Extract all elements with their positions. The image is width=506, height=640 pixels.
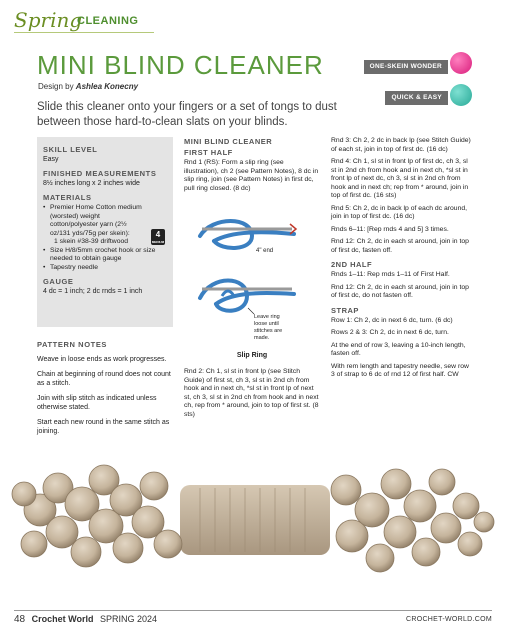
finishing: With rem length and tapestry needle, sew row 3 of strap to 6 dc of rnd 12 of first half. CW [331,362,469,378]
pattern-note: Join with slip stitch as indicated unless otherwise stated. [37,395,157,411]
round-4: Rnd 4: Ch 1, sl st in front lp of first dc, ch 3, sl st in 2nd ch from hook and in next ch, *sl st in front lp of next dc, ch 3, sl st in 2nd ch from hook and in next ch; rep from * around, join in top of first dc. (16 sts) [331,158,469,199]
round-1: Rnd 1 (RS): Form a slip ring (see illustration), ch 2 (see Pattern Notes), 8 dc in slip ring, join (see Pattern Notes) in first dc, pull ring closed. (8 dc) [184,159,319,192]
material-item: • Tapestry needle [43,264,167,273]
header-rule [14,32,154,33]
strap-heading: STRAP [331,305,359,315]
footer-rule [14,610,492,611]
one-skein-badge: ONE-SKEIN WONDER [364,60,448,74]
measure-value: 8½ inches long x 2 inches wide [43,180,140,187]
pattern-note: Start each new round in the same stitch as joining. [37,419,170,435]
diagram-note-label [254,314,284,341]
rounds-6-11: Rnds 6–11: [Rep rnds 4 and 5] 3 times. [331,225,449,233]
material-item: • Premier Home Cotton medium (worsted) weight cotton/polyester yarn (2½ oz/131 yds/75g per skein): [43,204,167,238]
issue-label: SPRING 2024 [100,614,158,624]
slip-ring-diagram [192,196,302,354]
measure-heading: FINISHED MEASUREMENTS [43,169,157,178]
instructions-column-2 [184,137,320,193]
diagram-caption: Slip Ring [236,352,268,359]
first-half-heading: FIRST HALF [184,148,233,157]
pattern-note: Weave in loose ends as work progresses. [37,356,167,363]
website-url: CROCHET-WORLD.COM [406,616,492,623]
strap-row-1: Row 1: Ch 2, dc in next 6 dc, turn. (6 dc) [331,316,453,324]
gauge-value: 4 dc = 1 inch; 2 dc rnds = 1 inch [43,288,143,295]
pattern-notes-heading: PATTERN NOTES [37,340,108,349]
section-header [14,8,494,34]
diagram-note-line: loose until [254,321,279,327]
yarn-weight-icon [151,229,165,245]
yarn-weight-number: 4 [155,230,161,239]
page-number: 48 [14,614,26,625]
info-box [37,137,173,327]
strap-rows-2-3: Rows 2 & 3: Ch 2, dc in next 6 dc, turn. [331,329,449,336]
second-half-round-12: Rnd 12: Ch 2, dc in each st around, join in top of first dc, do not fasten off. [331,283,469,299]
diagram-note-line: Leave ring [254,314,280,320]
teal-yarn-icon [450,84,472,106]
skill-heading: SKILL LEVEL [43,145,98,154]
pattern-note: Chain at beginning of round does not count as a stitch. [37,371,171,387]
section-script-title: Spring [14,8,83,32]
pink-yarn-icon [450,52,472,74]
product-photo [0,440,506,606]
intro-text: Slide this cleaner onto your fingers or a set of tongs to dust between those hard-to-clean slats on your blinds. [37,101,337,128]
round-12: Rnd 12: Ch 2, dc in each st around, join in top of first dc, fasten off. [331,238,469,254]
section-label: CLEANING [77,15,139,27]
magazine-name: Crochet World [31,614,94,624]
gauge-heading: GAUGE [43,277,74,286]
material-item: 1 skein #38-39 driftwood [54,238,129,245]
materials-list [43,204,167,272]
pattern-notes [37,340,173,436]
quick-easy-badge: QUICK & EASY [385,91,448,105]
second-half-heading: 2ND HALF [331,260,373,269]
skill-value: Easy [43,156,59,163]
byline-prefix: Design by [38,82,76,91]
second-half-rounds-1-11: Rnds 1–11: Rep rnds 1–11 of First Half. [331,271,450,278]
page-title: MINI BLIND CLEANER [37,50,324,80]
strap-end-row-3: At the end of row 3, leaving a 10-inch length, fasten off. [331,341,466,357]
round-2: Rnd 2: Ch 1, sl st in front lp (see Stitch Guide) of first st, ch 3, sl st in 2nd ch from hook and in next ch, *sl st in front lp of next st, ch 3, sl st in 2nd ch from hook and in next ch, rep from * around, join to top of first st. (8 sts) [184,368,319,418]
page-folio [14,614,157,625]
materials-heading: MATERIALS [43,193,92,202]
material-item: • Size H/8/5mm crochet hook or size needed to obtain gauge [43,247,167,264]
byline [38,82,138,91]
designer-name: Ashlea Konecny [75,82,139,91]
diagram-end-label: 4" end [256,248,274,254]
round-5: Rnd 5: Ch 2, dc in back lp of each dc around, join in top of first dc. (16 dc) [331,204,468,220]
pattern-heading: MINI BLIND CLEANER [184,137,273,146]
diagram-note-line: stitches are [254,328,283,334]
yarn-weight-label: MEDIUM [151,240,165,244]
round-3: Rnd 3: Ch 2, 2 dc in back lp (see Stitch Guide) of each st, join in top of first dc. (16 dc) [331,137,471,153]
diagram-note-line: made. [254,335,270,341]
instructions-column-3 [331,137,471,380]
